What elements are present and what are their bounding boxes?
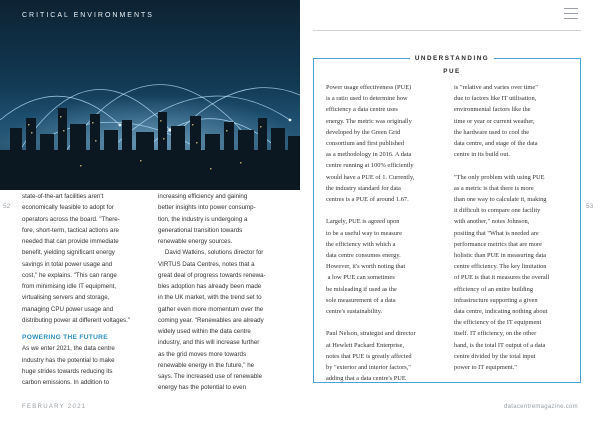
text-line: developed by the Green Grid [326,128,401,136]
text-line: a low PUE can sometimes [326,274,395,282]
text-line: consortium and first published [326,140,404,148]
text-line: sole measurement of a data [326,296,396,304]
footer-date: FEBRUARY 2021 [22,404,87,410]
text-line: of PUE is that it measures the overall [454,274,550,282]
text-line: centre's sustainability. [326,308,383,316]
hero-image-city-network [0,0,300,190]
text-line: fore, short-term, tactical actions are [22,226,119,234]
text-line: coming year. "Renewables are already [158,316,264,324]
text-line: by "exterior and interior factors," [326,364,411,372]
article-column-2 [158,191,288,394]
text-line: as a metric is that there is more [454,184,534,192]
text-line: economically feasible to adopt for [22,204,114,212]
text-line: power to IT equipment." [454,364,517,372]
text-line: needed that can provide immediate [22,238,119,245]
text-line: better insights into power consump- [158,204,256,212]
text-line: bles adoption has already been made [158,283,262,290]
text-line: Largely, PUE is agreed upon [326,218,400,226]
text-line: widely used within the data centre [158,328,251,335]
text-line: savings in total power usage and [22,260,113,268]
text-line: the efficiency with which a [326,240,396,248]
text-line: VIRTUS Data Centres, notes that a [158,260,255,268]
text-line: benefit, yielding significant energy [22,249,115,257]
text-line: efficiency of an entire building [454,285,534,293]
text-line: energy. The metric was originally [326,117,412,125]
text-line: Paul Nelson, strategist and director [326,330,416,338]
article-column-1 [22,191,150,388]
text-line: state-of-the-art facilities aren't [22,193,104,200]
text-line: the hardware used to cool the [454,128,530,136]
footer-website-link[interactable]: datacentremagazine.com [504,404,578,410]
text-line: carbon emissions. In addition to [22,379,110,386]
header-divider [313,30,581,31]
city-skyline-graphic [0,0,300,190]
text-line: distributing power at different voltages." [22,316,131,324]
section-label: CRITICAL ENVIRONMENTS [22,12,154,19]
text-line: as a methodology in 2016. A data [326,151,412,159]
text-line: centres is a PUE of around 1.67. [326,196,409,204]
text-line: itself. IT efficiency, on the other [454,330,537,338]
text-line: infrastructure supporting a given [454,296,538,304]
text-line: huge strides towards reducing its [22,367,113,375]
text-line: notes that PUE is greatly affected [326,352,412,360]
text-line: it difficult to compare one facility [454,207,541,215]
text-line: hand, is the total IT output of a data [454,341,546,349]
text-line: with another," notes Johnson, [454,218,530,226]
text-line: renewable energy in the future," he [158,361,255,369]
text-line: the efficiency of the IT equipment [454,319,542,327]
text-line: gather even more momentum over the [158,305,264,313]
text-line: data centre, indicating nothing about [454,308,548,316]
text-line: due to factors like IT utilisation, [454,95,537,103]
text-line: cost," he explains. "This can range [22,271,117,279]
text-line: from minimising idle IT equipment, [22,283,117,290]
text-line: says. The increased use of renewable [158,373,263,380]
text-line: performance metrics that are more [454,240,543,248]
text-line: is a ratio used to determine how [326,95,408,103]
text-line: generational transition towards [158,226,243,234]
subheading-powering-the-future: POWERING THE FUTURE [22,334,108,341]
text-line: is "relative and varies over time" [454,84,538,91]
text-line: efficiency a data centre uses [326,106,398,114]
text-line: the industry standard for data [326,184,401,192]
text-line: industry has the potential to make [22,356,115,364]
text-line: operators across the board. "There- [22,215,120,223]
text-line: environmental factors like the [454,106,531,114]
boxout-column-2 [454,82,574,373]
text-line: be misleading if used as the [326,285,397,293]
text-line: energy has the potential to even [158,384,247,392]
text-line: As we enter 2021, the data centre [22,345,115,353]
text-line: at Hewlett Packard Enterprise, [326,341,405,349]
text-line: Power usage effectiveness (PUE) [326,84,412,91]
text-line: managing CPU power usage and [22,305,114,313]
text-line: centre running at 100% efficiently [326,162,414,170]
hamburger-menu-icon[interactable] [564,8,578,20]
text-line: centre divided by the total input [454,352,536,360]
text-line: industry, and this will increase further [158,339,260,347]
text-line: centre in its build out. [454,151,510,159]
text-line: tion, the industry is undergoing a [158,215,248,223]
text-line: increasing efficiency and gaining [158,193,248,200]
page-number-right: 53 [586,203,594,210]
text-line: "The only problem with using PUE [454,173,545,181]
boxout-column-1 [326,82,444,384]
text-line: to be a useful way to measure [326,229,402,237]
text-line: great deal of progress towards renewa- [158,271,266,279]
text-line: holistic than PUE in measuring data [454,252,547,260]
text-line: as the grid moves more towards [158,350,247,358]
boxout-title: UNDERSTANDING PUE [410,52,494,65]
page-number-left: 52 [3,203,11,210]
text-line: adding that a data centre's PUE [326,375,406,383]
text-line: data centre consumes energy. [326,252,401,260]
text-line: in the UK market, with the trend set to [158,294,262,302]
text-line: renewable energy sources. [158,238,233,245]
text-line: would have a PUE of 1. Currently, [326,173,415,181]
text-line: time or year or current weather, [454,117,535,125]
text-line: virtualising servers and storage, [22,294,110,302]
text-line: David Watkins, solutions director for [158,249,264,257]
text-line: data centre, and stage of the data [454,140,538,148]
text-line: than one way to calculate it, making [454,196,547,204]
text-line: centre efficiency. The key limitation [454,263,547,271]
text-line: However, it's worth noting that [326,263,406,271]
text-line: positing that "What is needed are [454,229,539,237]
